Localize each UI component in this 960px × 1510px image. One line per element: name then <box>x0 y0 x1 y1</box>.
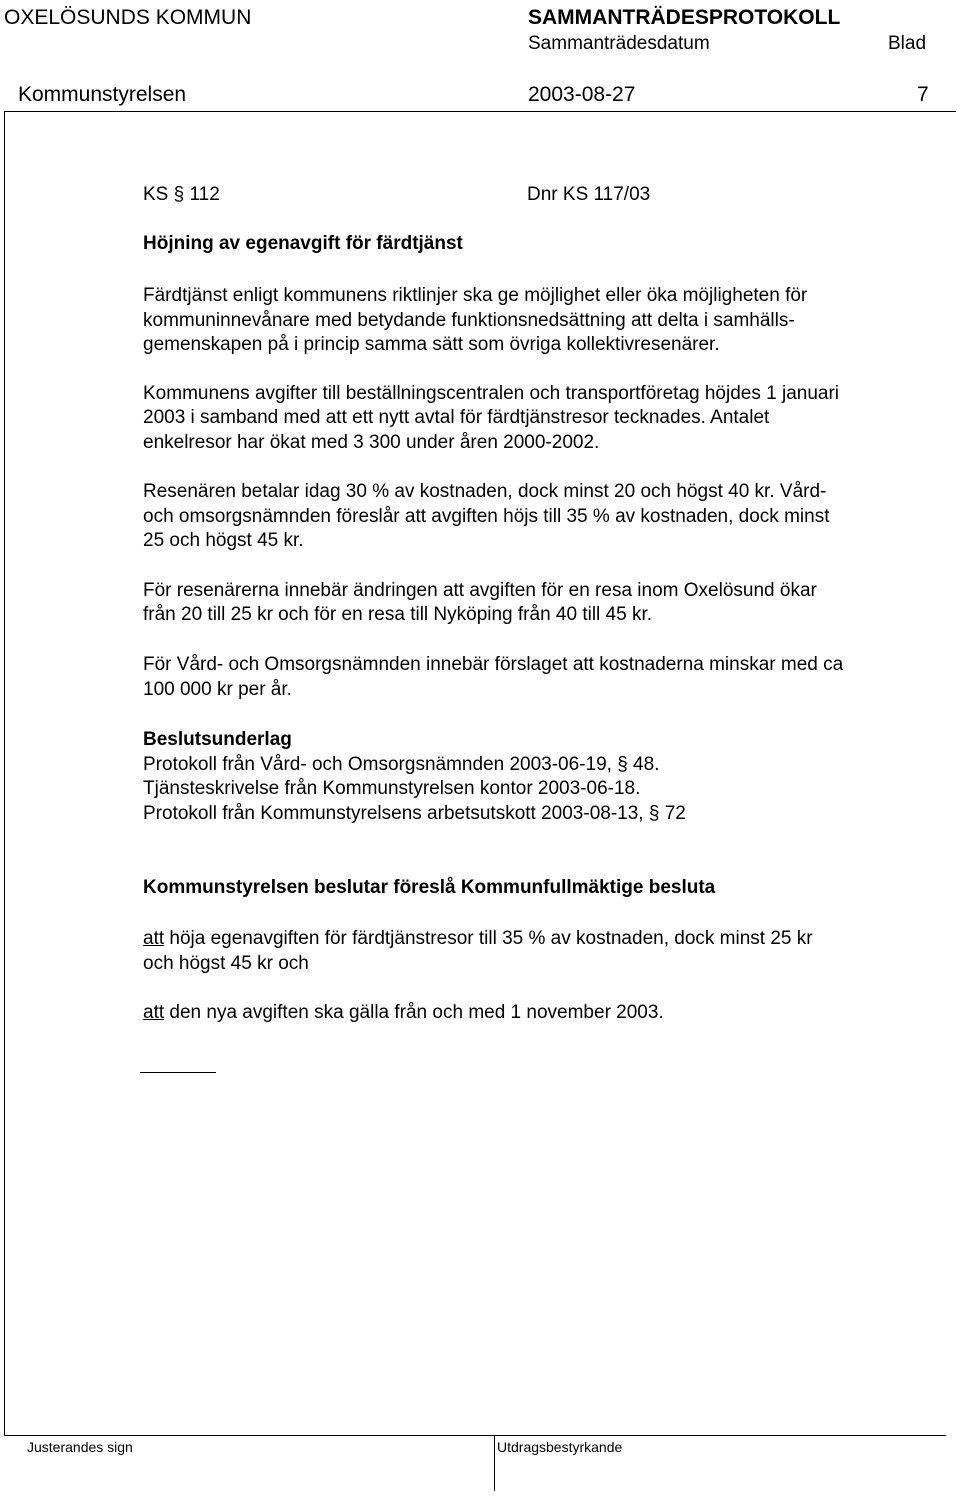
page-number: 7 <box>917 83 929 106</box>
registration-number: Dnr KS 117/03 <box>527 184 651 205</box>
case-title: Höjning av egenavgift för färdtjänst <box>143 233 463 254</box>
paragraph-line: 2003 i samband med att ett nytt avtal för färdtjänstresor tecknades. Antalet <box>143 407 770 428</box>
basis-item: Protokoll från Vård- och Omsorgsnämnden 2003-06-19, § 48. <box>143 754 660 775</box>
end-rule <box>140 1072 216 1073</box>
meeting-date: 2003-08-27 <box>528 83 636 106</box>
footer-divider <box>494 1435 495 1491</box>
basis-heading: Beslutsunderlag <box>143 729 292 750</box>
decision-item <box>143 929 813 948</box>
att-keyword: att <box>143 1002 165 1023</box>
left-margin-rule <box>4 111 5 1436</box>
decision-heading: Kommunstyrelsen beslutar föreslå Kommunfullmäktige besluta <box>143 877 716 898</box>
paragraph-line: enkelresor har ökat med 3 300 under åren 2000-2002. <box>143 432 600 453</box>
paragraph-line: 25 och högst 45 kr. <box>143 530 304 551</box>
header-rule <box>4 111 956 112</box>
decision-text-continued: och högst 45 kr och <box>143 953 309 974</box>
paragraph-line: Färdtjänst enligt kommunens riktlinjer ska ge möjlighet eller öka möjligheten för <box>143 285 808 306</box>
municipality-name: OXELÖSUNDS KOMMUN <box>4 6 252 29</box>
paragraph-line: För resenärerna innebär ändringen att avgiften för en resa inom Oxelösund ökar <box>143 580 817 601</box>
section-number: KS § 112 <box>143 184 220 205</box>
decision-item <box>143 1003 664 1022</box>
paragraph-line: gemenskapen på i princip samma sätt som övriga kollektivresenärer. <box>143 334 720 355</box>
page-label: Blad <box>888 33 927 54</box>
committee-name: Kommunstyrelsen <box>18 83 187 106</box>
decision-text: höja egenavgiften för färdtjänstresor till 35 % av kostnaden, dock minst 25 kr <box>164 928 813 949</box>
meeting-date-label: Sammanträdesdatum <box>528 33 710 54</box>
basis-item: Tjänsteskrivelse från Kommunstyrelsen kontor 2003-06-18. <box>143 778 641 799</box>
paragraph-line: För Vård- och Omsorgsnämnden innebär förslaget att kostnaderna minskar med ca <box>143 654 844 675</box>
paragraph-line: Kommunens avgifter till beställningscentralen och transportföretag höjdes 1 januari <box>143 383 840 404</box>
paragraph-line: 100 000 kr per år. <box>143 679 292 700</box>
paragraph-line: och omsorgsnämnden föreslår att avgiften höjs till 35 % av kostnaden, dock minst <box>143 506 830 527</box>
att-keyword: att <box>143 928 165 949</box>
footer-rule <box>4 1435 946 1436</box>
paragraph-line: från 20 till 25 kr och för en resa till Nyköping från 40 till 45 kr. <box>143 604 653 625</box>
decision-text: den nya avgiften ska gälla från och med 1 november 2003. <box>164 1002 664 1023</box>
document-type: SAMMANTRÄDESPROTOKOLL <box>528 6 841 29</box>
basis-item: Protokoll från Kommunstyrelsens arbetsutskott 2003-08-13, § 72 <box>143 803 686 824</box>
paragraph-line: Resenären betalar idag 30 % av kostnaden, dock minst 20 och högst 40 kr. Vård- <box>143 481 827 502</box>
signature-label: Justerandes sign <box>27 1439 133 1455</box>
paragraph-line: kommuninnevånare med betydande funktionsnedsättning att delta i samhälls- <box>143 310 795 331</box>
certification-label: Utdragsbestyrkande <box>497 1439 623 1455</box>
